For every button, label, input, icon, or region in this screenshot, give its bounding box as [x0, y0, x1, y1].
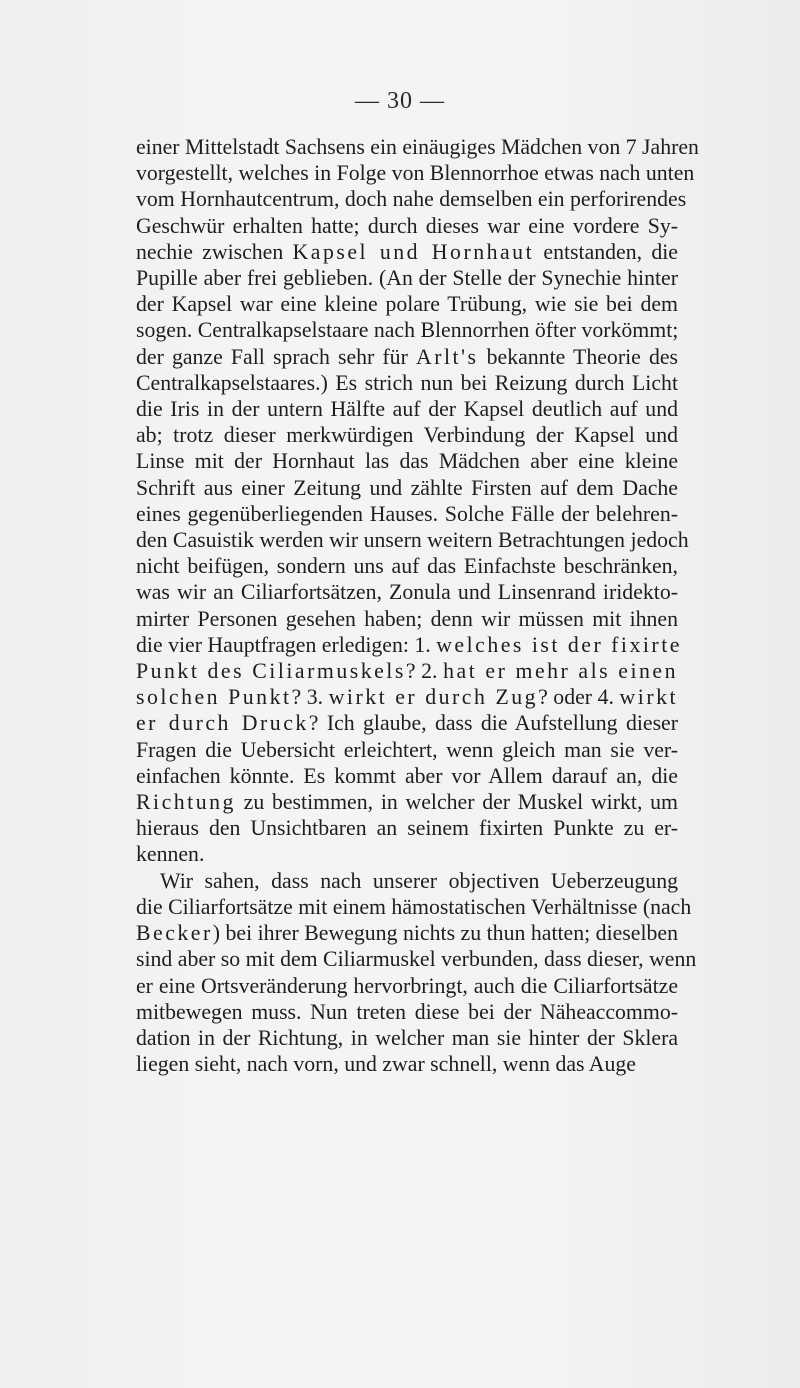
text-segment: die Iris in der untern Hälfte auf der Kapsel deutlich auf und — [136, 397, 678, 422]
text-segment: die Ciliarfortsätze mit einem hämostatischen Verhältnisse (nach — [136, 894, 692, 919]
text-segment: hieraus den Unsichtbaren an seinem fixirten Punkte zu er- — [136, 816, 678, 841]
text-segment: zu bestimmen, in welcher der Muskel wirkt, um — [235, 790, 678, 815]
text-segment: ? oder 4. — [538, 685, 620, 710]
text-line — [136, 868, 678, 894]
text-line — [136, 737, 678, 763]
body-text — [136, 134, 699, 1077]
text-line — [136, 789, 678, 815]
spaced-emphasis: Arlt's — [415, 344, 479, 369]
text-segment: dation in der Richtung, in welcher man sie hinter der Sklera — [136, 1025, 678, 1050]
text-segment: einer Mittelstadt Sachsens ein einäugiges Mädchen von 7 Jahren — [136, 135, 699, 159]
text-segment: er eine Ortsveränderung hervorbringt, auch die Ciliarfortsätze — [136, 973, 678, 998]
spaced-emphasis: Becker — [136, 921, 213, 946]
spaced-emphasis: Richtung — [136, 790, 236, 815]
text-line — [136, 213, 678, 239]
spaced-emphasis: welches ist der fixirte — [436, 632, 682, 657]
text-line — [136, 710, 678, 736]
text-segment: mirter Personen gesehen haben; denn wir müssen mit ihnen — [136, 606, 678, 631]
text-line — [136, 1051, 678, 1077]
text-segment: vorgestellt, welches in Folge von Blennorrhoe etwas nach unten — [136, 161, 695, 186]
text-segment: Centralkapselstaares.) Es strich nun bei Reizung durch Licht — [136, 370, 678, 395]
text-line — [136, 344, 678, 370]
text-line — [136, 632, 682, 658]
text-segment: was wir an Ciliarfortsätzen, Zonula und Linsenrand iridekto- — [136, 580, 678, 605]
text-line — [136, 422, 678, 448]
spaced-emphasis: solchen Punkt — [136, 685, 292, 710]
text-line — [136, 1025, 678, 1051]
text-line — [136, 606, 678, 632]
text-segment: ab; trotz dieser merkwürdigen Verbindung der Kapsel und — [136, 423, 678, 448]
text-segment: entstanden, die — [534, 239, 678, 264]
text-segment: den Casuistik werden wir unsern weitern Betrachtungen jedoch — [136, 528, 689, 553]
text-segment: kennen. — [136, 842, 205, 867]
text-segment: nechie zwischen — [136, 239, 293, 264]
text-segment: mitbewegen muss. Nun treten diese bei der Näheaccommo- — [136, 999, 678, 1024]
text-segment: Linse mit der Hornhaut las das Mädchen aber eine kleine — [136, 449, 678, 474]
text-line — [136, 291, 678, 317]
spaced-emphasis: wirkt er durch Zug — [328, 685, 539, 710]
text-line — [136, 920, 678, 946]
spaced-emphasis: Kapsel und Hornhaut — [292, 239, 535, 264]
text-line — [136, 999, 678, 1025]
text-line — [136, 265, 678, 291]
text-line — [136, 763, 678, 789]
text-segment: nicht beifügen, sondern uns auf das Einfachste beschränken, — [136, 554, 678, 579]
text-line — [136, 317, 678, 343]
text-segment: die vier Hauptfragen erledigen: 1. — [136, 632, 437, 657]
text-segment: Pupille aber frei geblieben. (An der Stelle der Synechie hinter — [136, 266, 678, 291]
text-line — [136, 239, 678, 265]
text-segment: Geschwür erhalten hatte; durch dieses war eine vordere Sy- — [136, 213, 678, 238]
text-line — [136, 134, 699, 160]
text-line — [136, 370, 678, 396]
text-line — [136, 841, 678, 867]
spaced-emphasis: Punkt des Ciliarmuskels — [136, 659, 406, 684]
text-segment: Schrift aus einer Zeitung und zählte Firsten auf dem Dache — [136, 475, 678, 500]
text-segment: vom Hornhautcentrum, doch nahe demselben ein perforirendes — [136, 187, 687, 212]
text-line — [136, 894, 692, 920]
spaced-emphasis: er durch Druck — [136, 711, 309, 736]
text-line — [136, 475, 678, 501]
text-segment: eines gegenüberliegenden Hauses. Solche Fälle der belehren- — [136, 501, 678, 526]
text-line — [136, 186, 687, 212]
text-line — [136, 501, 678, 527]
text-line — [136, 160, 695, 186]
text-line — [136, 396, 678, 422]
text-segment: sogen. Centralkapselstaare nach Blennorrhen öfter vorkömmt; — [136, 318, 679, 343]
page-number: — 30 — — [355, 88, 445, 114]
text-segment: ? 2. — [405, 659, 444, 684]
text-line — [136, 527, 689, 553]
text-segment: ? Ich glaube, dass die Aufstellung dieser — [308, 711, 678, 736]
text-segment: ? 3. — [291, 685, 329, 710]
text-line — [136, 973, 678, 999]
text-segment: der Kapsel war eine kleine polare Trübung, wie sie bei dem — [136, 292, 678, 317]
text-segment: bekannte Theorie des — [478, 344, 678, 369]
text-line — [136, 658, 678, 684]
text-line — [136, 553, 678, 579]
text-line — [136, 815, 678, 841]
text-segment: sind aber so mit dem Ciliarmuskel verbunden, dass dieser, wenn — [136, 947, 697, 972]
text-segment: Wir sahen, dass nach unserer objectiven Ueberzeugung — [160, 868, 678, 893]
text-segment: der ganze Fall sprach sehr für — [136, 344, 416, 369]
text-segment: Fragen die Uebersicht erleichtert, wenn gleich man sie ver- — [136, 737, 678, 762]
spaced-emphasis: hat er mehr als einen — [443, 659, 678, 684]
spaced-emphasis: wirkt — [619, 685, 679, 710]
text-line — [136, 946, 697, 972]
text-line — [136, 448, 678, 474]
text-segment: liegen sieht, nach vorn, und zwar schnell, wenn das Auge — [136, 1052, 636, 1077]
text-segment: ) bei ihrer Bewegung nichts zu thun hatten; dieselben — [212, 921, 678, 946]
text-line — [136, 684, 678, 710]
text-segment: einfachen könnte. Es kommt aber vor Allem darauf an, die — [136, 763, 678, 788]
text-line — [136, 579, 678, 605]
